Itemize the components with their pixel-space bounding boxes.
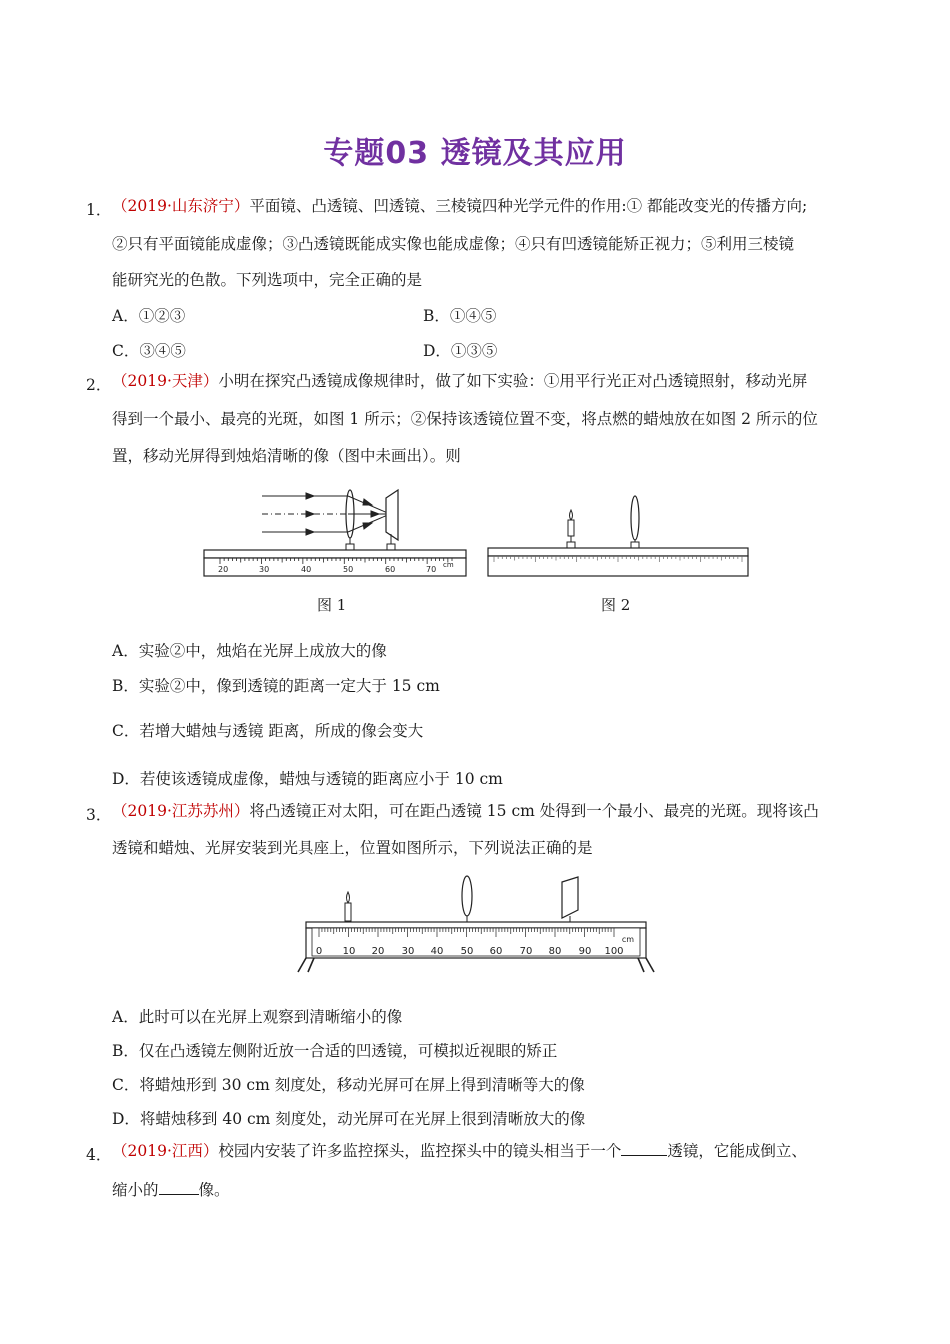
question-1-source: （2019·山东济宁） [112,197,250,215]
question-1-line-2: ②只有平面镜能成虚像；③凸透镜既能成实像也能成虚像；④只有凹透镜能矫正视力；⑤利用三棱镜 [112,235,795,253]
question-4-line-1 [112,1141,807,1161]
question-1-number: 1． [86,201,112,219]
figure-3-tick-label: 100 [604,946,624,957]
figure-3-tick-label: 40 [430,946,444,957]
question-2-line-2: 得到一个最小、最亮的光斑，如图 1 所示；②保持该透镜位置不变，将点燃的蜡烛放在如图 2 所示的位 [112,410,818,428]
question-1-text-1: 平面镜、凸透镜、凹透镜、三棱镜四种光学元件的作用:① 都能改变光的传播方向; [249,197,808,215]
figure-1-tick-label: 30 [259,565,270,574]
question-4-text-1a: 校园内安装了许多监控探头，监控探头中的镜头相当于一个 [218,1142,622,1160]
question-3-option-a: A．此时可以在光屏上观察到清晰缩小的像 [112,1008,403,1026]
figure-1-tick-label: 70 [426,565,437,574]
question-1-option-a: A．①②③ [112,307,186,325]
question-2-option-d: D．若使该透镜成虚像，蜡烛与透镜的距离应小于 10 cm [112,770,503,788]
figure-1-optical-bench [196,484,474,584]
answer-blank-1[interactable] [621,1141,667,1156]
question-2-text-1: 小明在探究凸透镜成像规律时，做了如下实验：①用平行光正对凸透镜照射，移动光屏 [218,372,808,390]
question-1-line-3: 能研究光的色散。下列选项中，完全正确的是 [112,271,423,289]
question-4-text-2b: 像。 [198,1181,230,1199]
figure-3-tick-label: 30 [401,946,415,957]
question-1-option-d: D．①③⑤ [423,342,498,360]
figure-2-label: 图 2 [601,596,631,614]
question-2-number: 2． [86,376,112,394]
question-3-option-b: B．仅在凸透镜左侧附近放一合适的凹透镜，可模拟近视眼的矫正 [112,1042,558,1060]
figure-1-tick-label: 50 [343,565,354,574]
page-title: 专题03 透镜及其应用 [323,136,627,171]
figure-1-unit: cm [443,561,454,569]
figure-3-tick-label: 20 [371,946,385,957]
question-4-line-2 [112,1180,230,1200]
figure-3-tick-label: 60 [489,946,503,957]
question-3-option-d: D．将蜡烛移到 40 cm 刻度处，动光屏可在光屏上很到清晰放大的像 [112,1110,586,1128]
question-2-option-a: A．实验②中，烛焰在光屏上成放大的像 [112,642,387,660]
answer-blank-2[interactable] [159,1180,199,1195]
question-4-source: （2019·江西） [112,1142,219,1160]
question-3-line-1 [112,801,819,821]
question-2-option-c: C．若增大蜡烛与透镜 距离，所成的像会变大 [112,722,424,740]
figure-3-optical-bench [294,874,660,978]
figure-1-tick-label: 20 [218,565,229,574]
question-2-option-b: B．实验②中，像到透镜的距离一定大于 15 cm [112,677,440,695]
question-3-option-c: C．将蜡烛形到 30 cm 刻度处，移动光屏可在屏上得到清晰等大的像 [112,1076,585,1094]
question-2-line-3: 置，移动光屏得到烛焰清晰的像（图中未画出）。则 [112,447,461,465]
question-4-number: 4． [86,1146,112,1164]
figure-3-tick-label: 10 [342,946,356,957]
question-1-option-b: B．①④⑤ [423,307,497,325]
figure-3-unit: cm [621,935,635,944]
figure-2-optical-bench [484,490,752,584]
figure-3-tick-label: 70 [519,946,533,957]
question-2-source: （2019·天津） [112,372,219,390]
figure-1-tick-label: 40 [301,565,312,574]
question-3-source: （2019·江苏苏州） [112,802,250,820]
question-4-text-1b: 透镜，它能成倒立、 [667,1142,807,1160]
figure-3-tick-label: 50 [460,946,474,957]
figure-1-label: 图 1 [317,596,347,614]
question-3-line-2: 透镜和蜡烛、光屏安装到光具座上，位置如图所示，下列说法正确的是 [112,839,593,857]
question-1-option-c: C．③④⑤ [112,342,186,360]
figure-3-tick-label: 80 [548,946,562,957]
question-3-number: 3． [86,806,112,824]
question-2-line-1 [112,371,807,391]
figure-1-tick-label: 60 [385,565,396,574]
question-3-text-1: 将凸透镜正对太阳，可在距凸透镜 15 cm 处得到一个最小、最亮的光斑。现将该凸 [249,802,819,820]
question-1-line-1 [112,196,807,216]
figure-3-tick-label: 90 [578,946,592,957]
question-4-text-2a: 缩小的 [112,1181,159,1199]
figure-3-tick-label: 0 [315,946,323,957]
